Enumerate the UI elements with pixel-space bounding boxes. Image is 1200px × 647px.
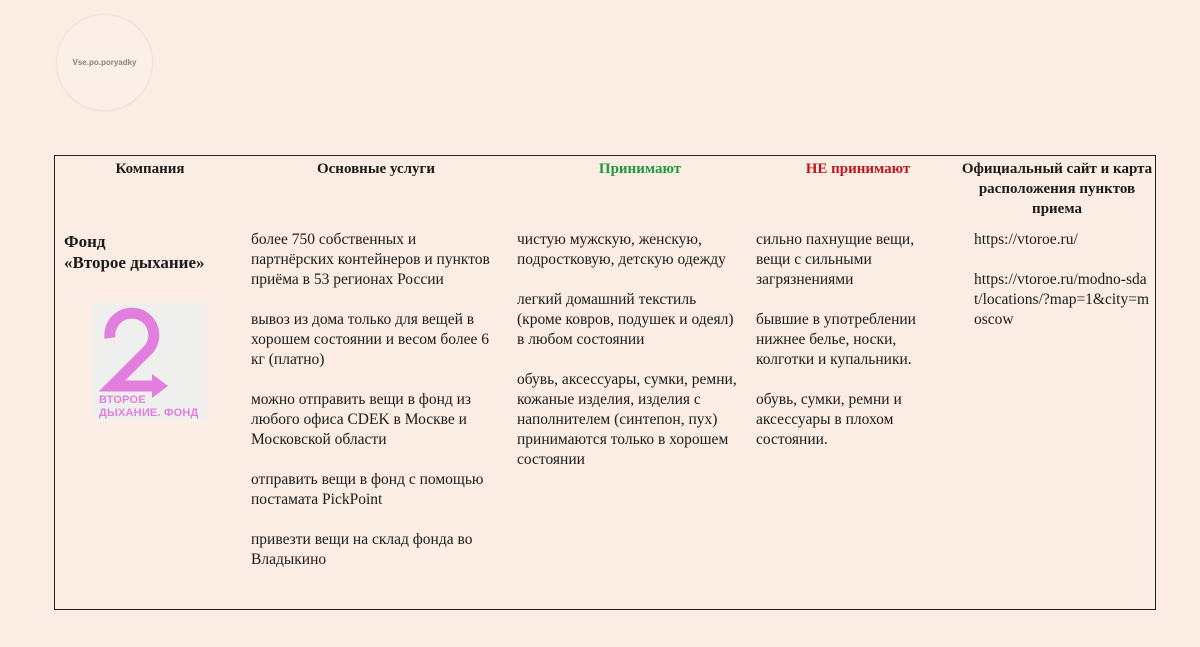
links-list: [974, 230, 1152, 350]
not-accept-item: сильно пахнущие вещи, вещи с сильными загрязнениями: [756, 231, 915, 288]
service-item: отправить вещи в фонд с помощью постамата PickPoint: [251, 471, 484, 508]
header-site: Официальный сайт и карта расположения пунктов приема: [961, 161, 1153, 217]
header-not-accept: НЕ принимают: [805, 161, 911, 177]
column-site: [959, 156, 1155, 219]
service-item: более 750 собственных и партнёрских контейнеров и пунктов приёма в 53 регионах России: [251, 231, 490, 288]
not-accept-item: бывшие в употреблении нижнее белье, носки, колготки и купальники.: [756, 311, 916, 368]
locations-map-link[interactable]: https://vtoroe.ru/modno-sdat/locations/?map=1&city=moscow: [974, 271, 1150, 328]
services-list: [251, 230, 491, 590]
service-item: привезти вещи на склад фонда во Владыкино: [251, 531, 473, 568]
site-logo-text: Vse.po.poryadky: [72, 58, 137, 67]
company-name: [64, 231, 205, 273]
column-accept: [517, 156, 763, 179]
company-name-line1: Фонд: [64, 232, 106, 251]
accept-item: обувь, аксессуары, сумки, ремни, кожаные изделия, изделия с наполнителем (синтепон, пух) принимаются только в хорошем состоянии: [517, 371, 737, 468]
site-logo: [57, 15, 152, 110]
not-accept-item: обувь, сумки, ремни и аксессуары в плохом состоянии.: [756, 391, 902, 448]
header-services: Основные услуги: [316, 161, 436, 177]
company-name-line2: «Второе дыхание»: [64, 253, 205, 272]
column-not-accept: [755, 156, 961, 179]
fund-logo: [92, 302, 207, 420]
fund-logo-caption-line2: ДЫХАНИЕ. ФОНД: [99, 407, 199, 419]
header-accept: Принимают: [598, 161, 682, 177]
comparison-table: [54, 155, 1156, 610]
service-item: вывоз из дома только для вещей в хорошем состоянии и весом более 6 кг (платно): [251, 311, 489, 368]
site-link[interactable]: https://vtoroe.ru/: [974, 231, 1078, 248]
not-accept-list: [756, 230, 952, 470]
column-company: [55, 156, 245, 609]
accept-item: легкий домашний текстиль (кроме ковров, подушек и одеял) в любом состоянии: [517, 291, 734, 348]
column-services: [251, 156, 501, 179]
accept-item: чистую мужскую, женскую, подростковую, детскую одежду: [517, 231, 726, 268]
fund-logo-caption-line1: ВТОРОЕ: [99, 394, 146, 406]
accept-list: [517, 230, 739, 490]
service-item: можно отправить вещи в фонд из любого офиса CDEK в Москве и Московской области: [251, 391, 472, 448]
header-company: Компания: [115, 161, 185, 177]
